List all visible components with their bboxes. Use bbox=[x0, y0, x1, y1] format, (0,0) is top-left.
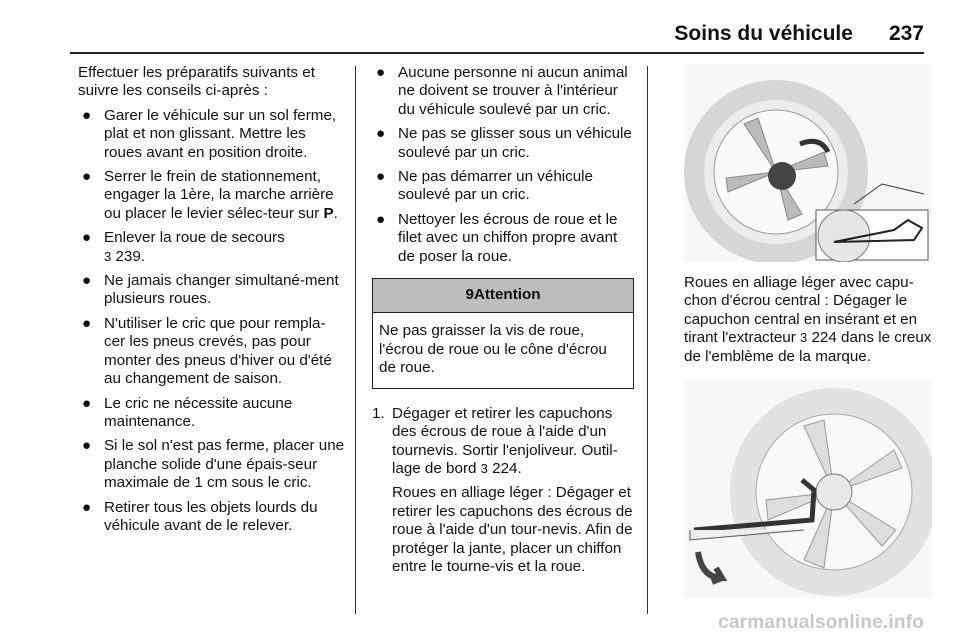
list-item: ● Retirer tous les objets lourds du véhicule avant de le relever. bbox=[82, 498, 318, 534]
wheel-center-cap-illustration bbox=[684, 64, 932, 262]
safety-list bbox=[372, 64, 634, 266]
warning-title: Attention bbox=[473, 286, 541, 304]
list-item: ● Ne pas se glisser sous un véhicule soulevé par un cric. bbox=[376, 125, 632, 161]
list-item: ● Ne jamais changer simultané-ment plusieurs roues. bbox=[82, 272, 339, 308]
gear-p: P bbox=[323, 204, 334, 222]
list-item: ● Ne pas démarrer un véhicule soulevé par un cric. bbox=[376, 168, 594, 204]
wheel-tool-illustration bbox=[684, 380, 932, 598]
section-title: Soins du véhicule bbox=[674, 22, 853, 45]
column-divider-1 bbox=[355, 66, 356, 614]
list-item: ● Serrer le frein de stationnement, engager la 1ère, la marche arrière ou placer le levier sélec-teur sur P. bbox=[82, 168, 338, 222]
warning-text: Ne pas graisser la vis de roue, l'écrou de roue ou le cône d'écrou de roue. bbox=[379, 322, 607, 377]
list-item: ● Enlever la roue de secours 3 239. bbox=[82, 229, 285, 265]
list-item: ● Si le sol n'est pas ferme, placer une planche solide d'une épais-seur maximale de 1 cm sous le cric. bbox=[82, 437, 345, 492]
page-number: 237 bbox=[888, 22, 924, 45]
header-rule bbox=[70, 52, 924, 54]
page-ref-link[interactable]: 239. bbox=[115, 247, 146, 265]
steps-list bbox=[372, 405, 634, 577]
warning-box bbox=[372, 278, 634, 389]
warning-icon: 9 bbox=[465, 286, 474, 304]
warning-header bbox=[373, 279, 633, 313]
column-1 bbox=[78, 64, 346, 541]
watermark: carmanualsonline.info bbox=[718, 612, 924, 633]
column-2 bbox=[372, 64, 634, 582]
list-item: ● Aucune personne ni aucun animal ne doivent se trouver à l'intérieur du véhicule soulevé par un cric. bbox=[376, 64, 628, 118]
step-alloy-text: Roues en alliage léger : Dégager et retirer les capuchons des écrous de roue à l'aide d'un tour-nevis. Afin de protéger la jante, placer un chiffon entre le tourne-vis et la roue. bbox=[392, 484, 633, 575]
page-header bbox=[674, 22, 924, 46]
page-ref-link[interactable]: 224. bbox=[492, 459, 522, 477]
step-item: 1. Dégager et retirer les capuchons des écrous de roue à l'aide d'un tournevis. Sortir l'enjoliveur. Outil-lage de bord 3 224. Roues en alliage léger : Dégager et retirer les capuchons des écrous de roue à l'aide d'un tour-nevis. Afin de protéger la jante, placer un chiffon entre le tourne-vis et la roue. bbox=[372, 404, 633, 575]
list-item: ● Garer le véhicule sur un sol ferme, plat et non glissant. Mettre les roues avant en position droite. bbox=[82, 106, 337, 161]
list-item: ● Le cric ne nécessite aucune maintenance. bbox=[82, 394, 293, 430]
page-ref-arrow-icon[interactable]: 3 bbox=[104, 248, 112, 264]
page-ref-arrow-icon[interactable]: 3 bbox=[800, 330, 808, 346]
preparation-list bbox=[78, 107, 346, 536]
column-3 bbox=[684, 64, 936, 598]
page-ref-arrow-icon[interactable]: 3 bbox=[480, 460, 488, 476]
list-item: ● N'utiliser le cric que pour rempla-cer les pneus crevés, pas pour monter des pneus d'hiver ou d'été au changement de saison. bbox=[82, 314, 332, 388]
page-ref-link[interactable]: 224 bbox=[811, 329, 837, 347]
intro-text: Effectuer les préparatifs suivants et suivre les conseils ci-après : bbox=[78, 64, 315, 100]
list-item: ● Nettoyer les écrous de roue et le filet avec un chiffon propre avant de poser la roue. bbox=[376, 210, 618, 265]
column-divider-2 bbox=[647, 66, 648, 614]
step-number: 1. bbox=[372, 404, 385, 422]
figure-caption: Roues en alliage léger avec capu-chon d'écrou central : Dégager le capuchon central en insérant et en tirant l'extracteur 3 224 dans le creux de l'emblème de la marque. bbox=[684, 274, 932, 365]
